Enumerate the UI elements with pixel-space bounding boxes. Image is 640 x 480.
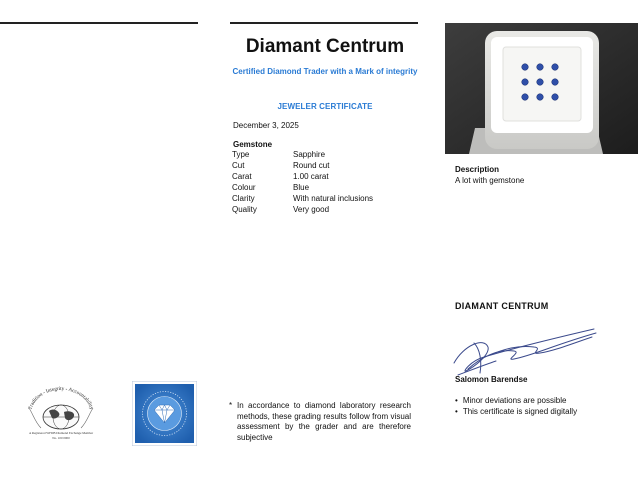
gemstone-photo [445, 23, 638, 154]
spec-label: Colour [232, 183, 256, 192]
globe-seal-icon [19, 384, 103, 442]
diamond-quality-badge [132, 381, 197, 446]
signer-name: Salomon Barendse [455, 375, 528, 384]
tagline: Certified Diamond Trader with a Mark of integrity [232, 67, 418, 76]
spec-row [232, 172, 373, 183]
spec-value: With natural inclusions [293, 194, 374, 203]
gemstone-spec-table [232, 150, 373, 216]
spec-value: 1.00 carat [293, 172, 329, 181]
wfdb-seal-logo [19, 384, 103, 442]
top-rule-left [0, 22, 198, 24]
company-title: Diamant Centrum [245, 36, 405, 57]
spec-row [232, 183, 373, 194]
footnote-text: In accordance to diamond laboratory research methods, these grading results follow from visual assessment by the grader and are therefore subjective [237, 401, 411, 442]
description-text: A lot with gemstone [455, 176, 525, 185]
spec-value: Very good [293, 205, 330, 214]
spec-label: Carat [232, 172, 252, 181]
spec-row [232, 150, 373, 161]
spec-row [232, 205, 373, 216]
gemstone-heading: Gemstone [233, 140, 273, 149]
spec-label: Quality [232, 205, 257, 214]
spec-value: Sapphire [293, 150, 326, 159]
top-rule-center [230, 22, 418, 24]
spec-value: Blue [293, 183, 310, 192]
certificate-name: JEWELER CERTIFICATE [277, 102, 373, 111]
sapphire-stones [522, 64, 559, 101]
seal-caption-2: No. 100 0000 [52, 436, 70, 440]
gem-box-illustration [445, 23, 638, 154]
diamond-icon [132, 381, 197, 446]
seal-caption-1: A Registered WFDB Diamond Exchange Member [28, 431, 94, 435]
note-item: • This certificate is signed digitally [455, 407, 577, 416]
certificate-notes [455, 396, 577, 418]
grading-footnote [229, 401, 411, 443]
spec-label: Cut [232, 161, 245, 170]
handwritten-signature [444, 325, 604, 380]
spec-label: Type [232, 150, 250, 159]
description-heading: Description [455, 165, 500, 174]
note-item: • Minor deviations are possible [455, 396, 577, 405]
certificate-date: December 3, 2025 [233, 121, 299, 130]
spec-row [232, 194, 373, 205]
spec-label: Clarity [232, 194, 255, 203]
spec-value: Round cut [293, 161, 330, 170]
signature-company: DIAMANT CENTRUM [455, 301, 549, 311]
spec-row [232, 161, 373, 172]
footnote-marker: * [229, 401, 233, 410]
seal-ring-text: Tradition - Integrity - Accountability [27, 385, 95, 411]
